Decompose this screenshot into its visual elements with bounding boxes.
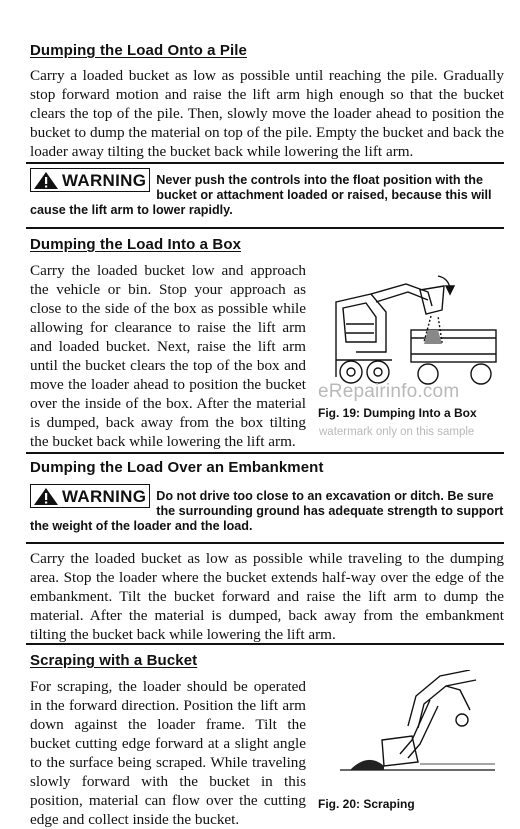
warning-triangle-icon: [33, 171, 59, 190]
heading-scraping: Scraping with a Bucket: [30, 652, 198, 669]
section-divider: [26, 162, 504, 164]
warning-triangle-icon: [33, 487, 59, 506]
section-divider: [26, 542, 504, 544]
warning-badge: [30, 168, 150, 192]
figure-dumping-into-box: [316, 272, 506, 392]
warning-text: Do not drive too close to an excavation or ditch. Be sure the surrounding ground has adequate strength to support the weight of the loader and the load.: [30, 489, 504, 533]
paragraph-dumping-pile: Carry a loaded bucket as low as possible until reaching the pile. Gradually stop forward motion and raise the lift arm high enough so that the bucket clears the top of the pile. Then, slowly move the loader ahead to position the bucket to dump the material on top of the pile. Empty the bucket and back the loader away tilting the bucket back while lowering the lift arm.: [30, 67, 504, 160]
watermark-site: eRepairinfo.com: [318, 381, 460, 402]
section-divider: [26, 452, 504, 454]
warning-label: WARNING: [62, 170, 147, 190]
section-divider: [26, 227, 504, 229]
heading-dumping-embankment: Dumping the Load Over an Embankment: [30, 459, 324, 476]
warning-badge: [30, 484, 150, 508]
figure-caption-20: Fig. 20: Scraping: [318, 797, 415, 811]
heading-dumping-pile: Dumping the Load Onto a Pile: [30, 42, 247, 59]
warning-excavation: [30, 484, 504, 534]
watermark-note: watermark only on this sample: [319, 426, 475, 438]
section-divider: [26, 643, 504, 645]
paragraph-scraping: For scraping, the loader should be operated in the forward direction. Position the lift arm down against the loader frame. Tilt the bucket cutting edge forward at a slight angle to the surface being scraped. While traveling slowly forward with the bucket in this position, material can flow over the cutting edge and collect inside the bucket.: [30, 678, 306, 828]
warning-text: Never push the controls into the float position with the bucket or attachment loaded or raised, because this will cause the lift arm to lower rapidly.: [30, 173, 492, 217]
heading-dumping-box: Dumping the Load Into a Box: [30, 236, 242, 253]
paragraph-dumping-box: Carry the loaded bucket low and approach the vehicle or bin. Stop your approach as close to the side of the box as possible while allowing for clearance to raise the lift arm and loaded bucket. Next, raise the lift arm until the bucket clears the top of the box and move the loader ahead to position the bucket over the inside of the box. After the material is dumped, back away from the box tilting the bucket back while lowering the lift arm.: [30, 262, 306, 450]
figure-scraping: [320, 670, 500, 780]
paragraph-dumping-embankment: Carry the loaded bucket as low as possible while traveling to the dumping area. Stop the loader where the bucket extends half-way over the edge of the embankment. Tilt the bucket forward and raise the lift arm to dump the material. After the material is dumped, back away from the embankment tilting the bucket back while lowering the lift arm.: [30, 550, 504, 643]
warning-label: WARNING: [62, 486, 147, 506]
warning-float-position: [30, 168, 504, 218]
figure-caption-19: Fig. 19: Dumping Into a Box: [318, 406, 477, 420]
